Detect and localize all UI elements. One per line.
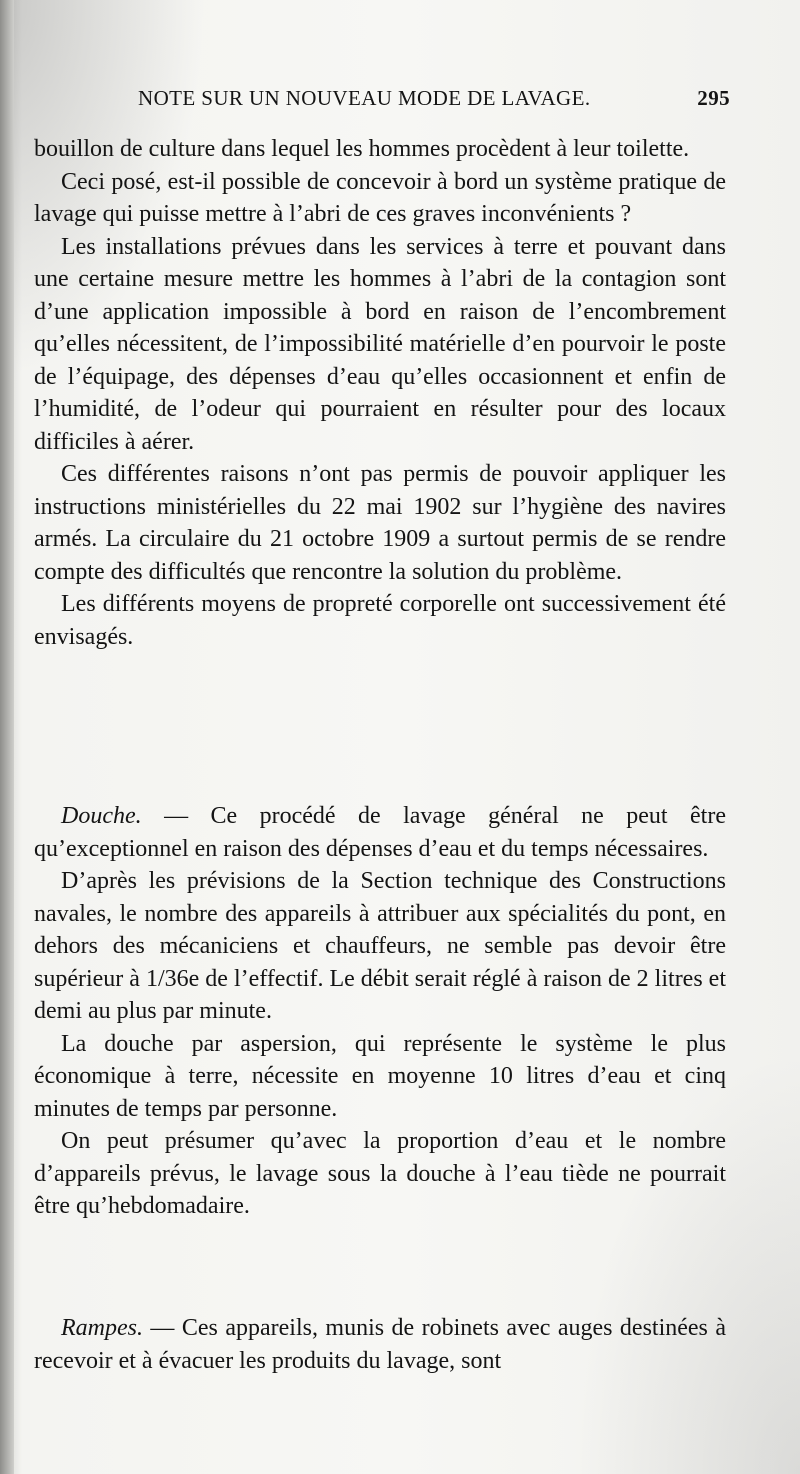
running-title: NOTE SUR UN NOUVEAU MODE DE LAVAGE. (138, 86, 591, 110)
body-text-intro (34, 133, 726, 653)
paragraph: On peut présumer qu’avec la proportion d’eau et le nombre d’appareils prévus, le lavage sous la douche à l’eau tiède ne pourrait être qu’hebdomadaire. (34, 1128, 726, 1219)
page-edge-shadow (0, 0, 14, 1474)
douche-text: — Ce procédé de lavage général ne peut être qu’exceptionnel en raison des dépenses d’eau et du temps nécessaires. (34, 803, 726, 862)
paragraph: Les installations prévues dans les services à terre et pouvant dans une certaine mesure mettre les hommes à l’abri de la contagion sont d’une application impossible à bord en raison de l’encombrement qu’elles nécessitent, de l’impossibilité matérielle d’en pourvoir le poste de l’équipage, des dépenses d’eau qu’elles occasionnent et enfin de l’humidité, de l’odeur qui pourraient en résulter pour des locaux difficiles à aérer. (34, 233, 726, 455)
rampes-text: — Ces appareils, munis de robinets avec auges destinées à recevoir et à évacuer les produits du lavage, sont (34, 1315, 726, 1374)
page-number: 295 (697, 86, 730, 110)
douche-paragraph (34, 800, 726, 865)
paragraph: bouillon de culture dans lequel les hommes procèdent à leur toilette. (34, 136, 690, 162)
paragraph: Ceci posé, est-il possible de concevoir à bord un système pratique de lavage qui puisse mettre à l’abri de ces graves inconvénients ? (34, 168, 726, 227)
section-douche (34, 800, 726, 1223)
paragraph: D’après les prévisions de la Section technique des Constructions navales, le nombre des appareils à attribuer aux spécialités du pont, en dehors des mécaniciens et chauffeurs, ne semble pas devoir être supérieur à 1/36e de l’effectif. Le débit serait réglé à raison de 2 litres et demi au plus par minute. (34, 868, 726, 1024)
section-rampes (34, 1312, 726, 1377)
paragraph: Les différents moyens de propreté corporelle ont successivement été envisagés. (34, 591, 726, 650)
paragraph: Ces différentes raisons n’ont pas permis de pouvoir appliquer les instructions ministérielles du 22 mai 1902 sur l’hygiène des navires armés. La circulaire du 21 octobre 1909 a surtout permis de se rendre compte des difficultés que rencontre la solution du problème. (34, 461, 726, 585)
page-header (138, 86, 730, 116)
rampes-paragraph (34, 1312, 726, 1377)
section-heading-rampes: Rampes. (61, 1315, 143, 1341)
paragraph: La douche par aspersion, qui représente le système le plus économique à terre, nécessite en moyenne 10 litres d’eau et cinq minutes de temps par personne. (34, 1030, 726, 1122)
section-heading-douche: Douche. (61, 803, 142, 829)
